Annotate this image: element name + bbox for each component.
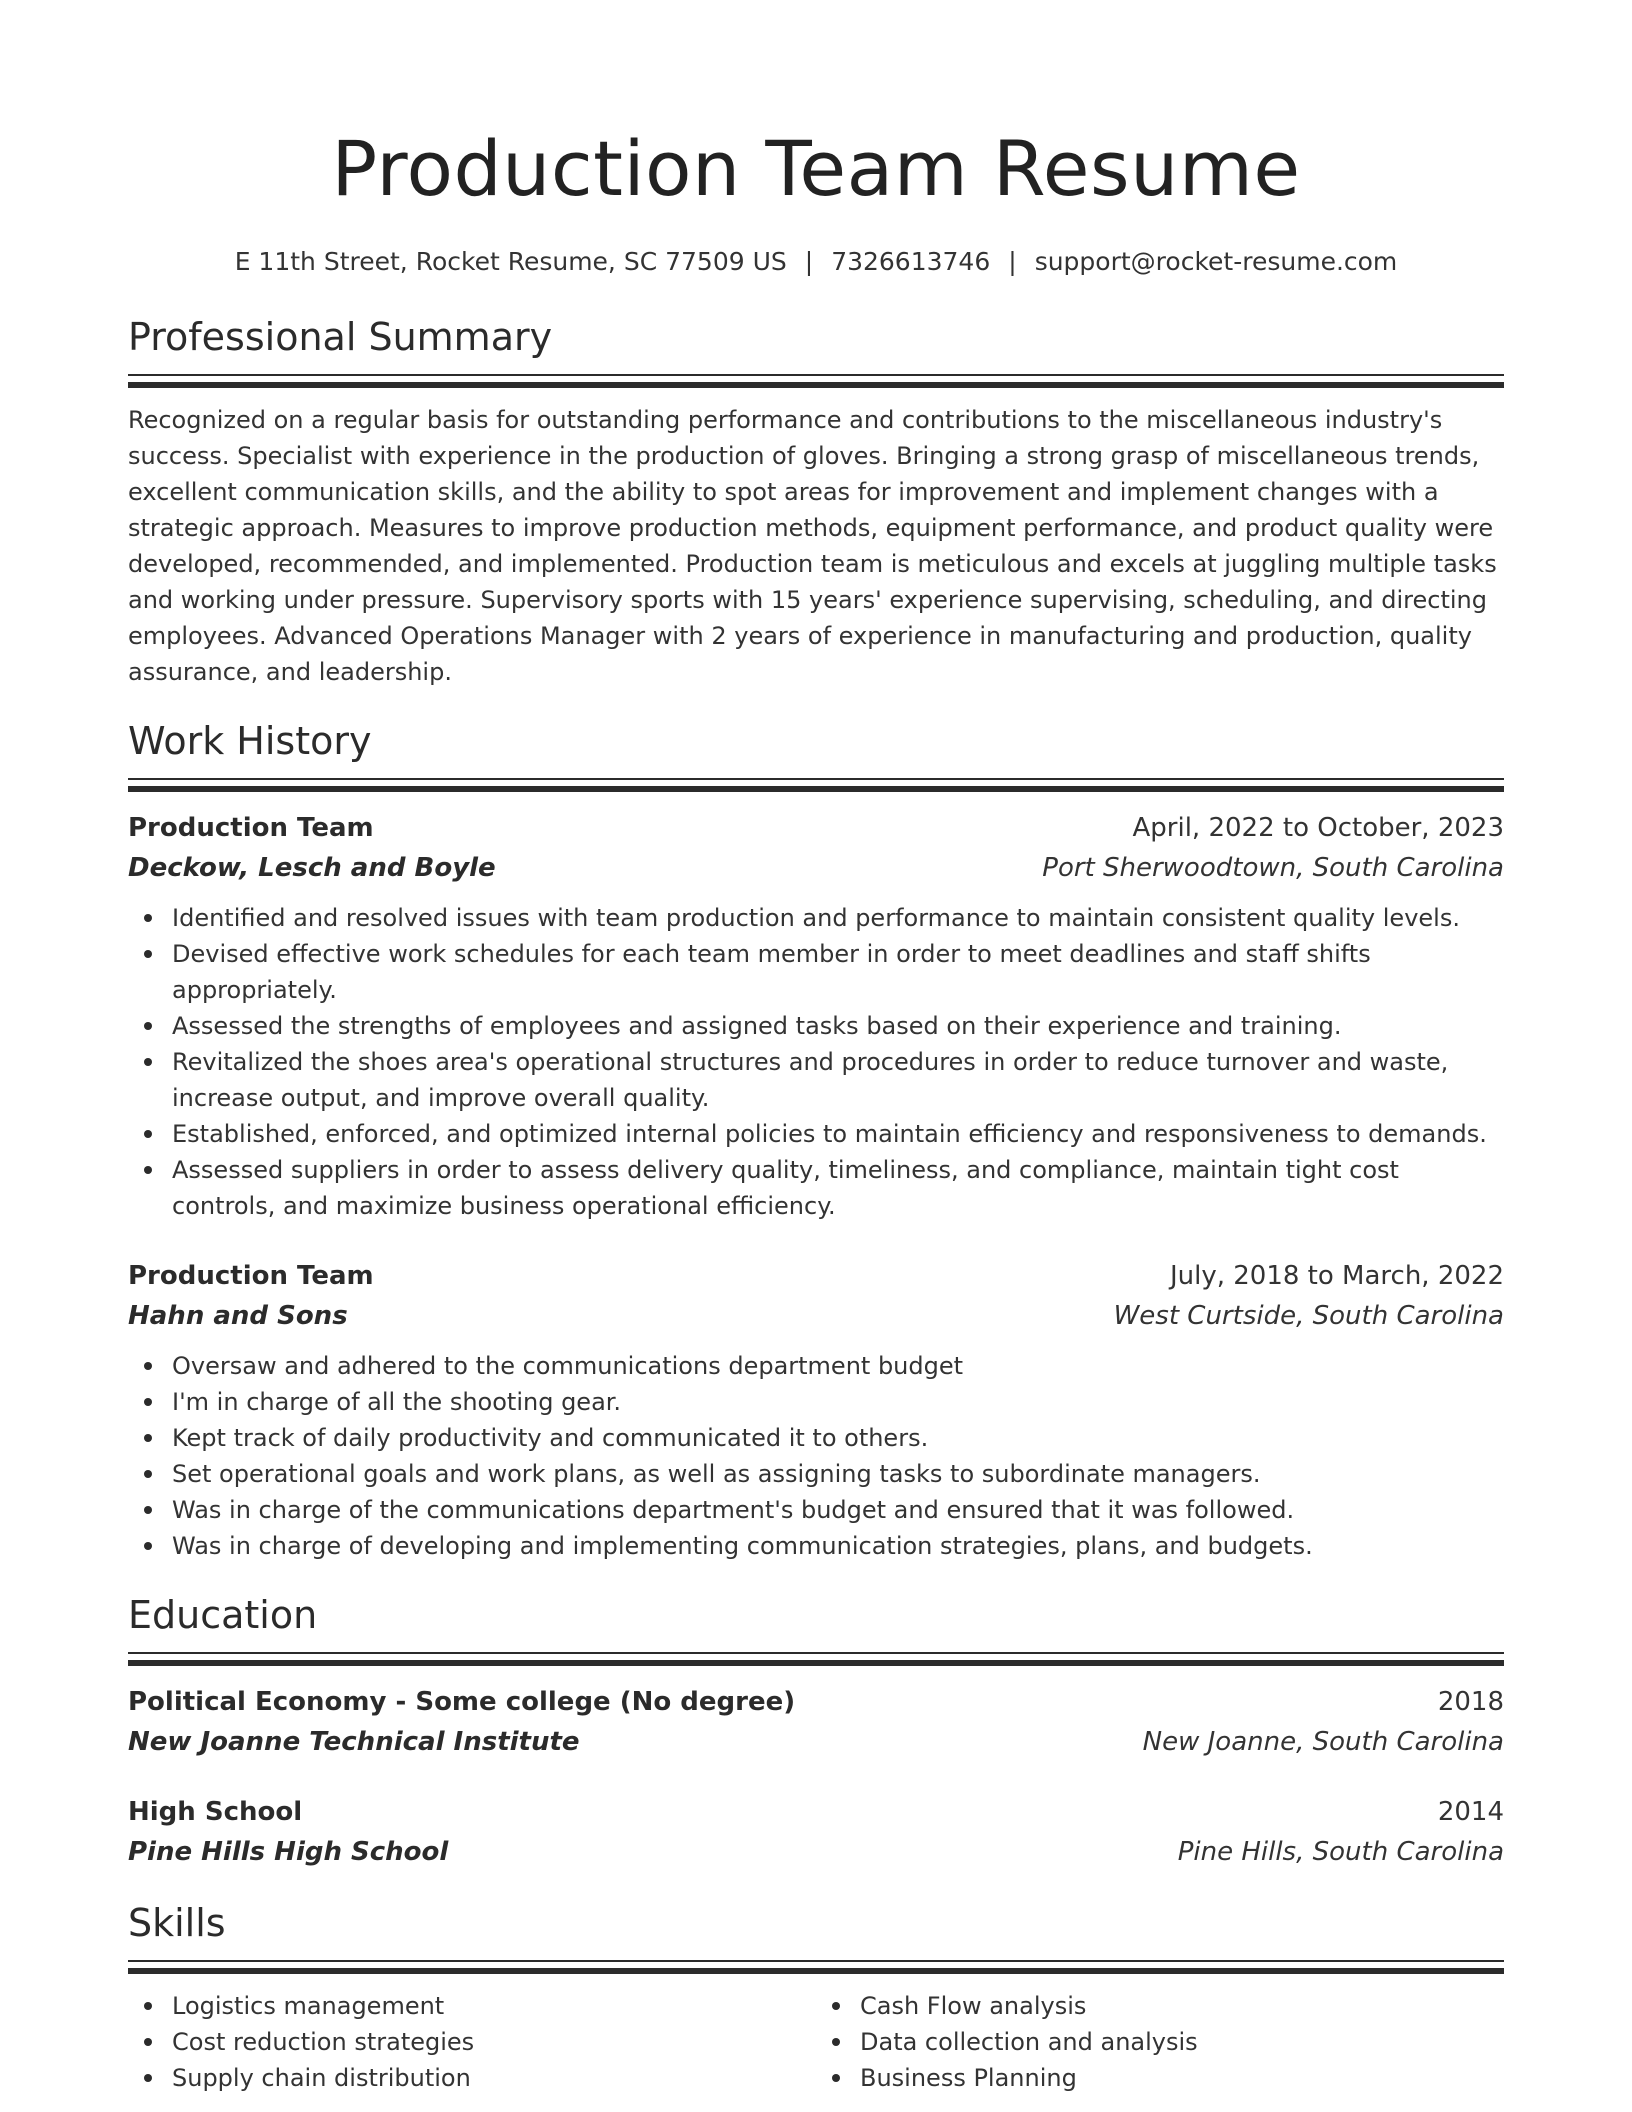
- section-heading-education: Education: [128, 1593, 318, 1637]
- education-year: 2018: [1437, 1687, 1504, 1717]
- job-position: Production Team: [128, 1261, 374, 1291]
- job-bullets: [128, 900, 1504, 1224]
- job-dates: July, 2018 to March, 2022: [1169, 1261, 1504, 1291]
- education-section: [128, 1590, 1504, 1872]
- section-heading-skills: Skills: [128, 1901, 226, 1945]
- list-item: Was in charge of developing and implementing communication strategies, plans, and budgets.: [172, 1528, 1504, 1564]
- job-entry: [128, 1256, 1504, 1564]
- job-location: Port Sherwoodtown, South Carolina: [1042, 853, 1504, 883]
- job-header-row: [128, 1256, 1504, 1296]
- job-entry: [128, 808, 1504, 1224]
- section-heading-summary: Professional Summary: [128, 315, 553, 359]
- job-location: West Curtside, South Carolina: [1113, 1301, 1504, 1331]
- summary-section: [128, 312, 1504, 690]
- resume-title: Production Team Resume: [331, 124, 1301, 213]
- education-school-row: [128, 1722, 1504, 1762]
- contact-separator: |: [1008, 247, 1017, 276]
- list-item: Set operational goals and work plans, as well as assigning tasks to subordinate managers.: [172, 1456, 1504, 1492]
- list-item: Oversaw and adhered to the communications department budget: [172, 1348, 1504, 1384]
- skill-item: Business Planning: [860, 2060, 1504, 2096]
- list-item: I'm in charge of all the shooting gear.: [172, 1384, 1504, 1420]
- contact-email: support@rocket-resume.com: [1034, 247, 1398, 276]
- section-divider: [128, 374, 1504, 388]
- section-divider: [128, 778, 1504, 792]
- skills-list-left: [128, 1988, 816, 2096]
- list-item: Devised effective work schedules for each team member in order to meet deadlines and staff shifts appropriately.: [172, 936, 1504, 1008]
- job-company: Hahn and Sons: [128, 1301, 348, 1331]
- job-dates: April, 2022 to October, 2023: [1132, 813, 1504, 843]
- contact-phone: 7326613746: [831, 247, 991, 276]
- skill-item: Cash Flow analysis: [860, 1988, 1504, 2024]
- education-header-row: [128, 1792, 1504, 1832]
- job-position: Production Team: [128, 813, 374, 843]
- education-degree: High School: [128, 1797, 303, 1827]
- job-company-row: [128, 848, 1504, 888]
- section-heading-work-history: Work History: [128, 719, 372, 763]
- list-item: Revitalized the shoes area's operational structures and procedures in order to reduce turnover and waste, increase output, and improve overall quality.: [172, 1044, 1504, 1116]
- education-entry: [128, 1792, 1504, 1872]
- list-item: Was in charge of the communications department's budget and ensured that it was followed.: [172, 1492, 1504, 1528]
- list-item: Identified and resolved issues with team production and performance to maintain consistent quality levels.: [172, 900, 1504, 936]
- education-school: New Joanne Technical Institute: [128, 1727, 580, 1757]
- list-item: Established, enforced, and optimized internal policies to maintain efficiency and responsiveness to demands.: [172, 1116, 1504, 1152]
- work-history-section: [128, 716, 1504, 1564]
- education-school: Pine Hills High School: [128, 1837, 449, 1867]
- skill-item: Data collection and analysis: [860, 2024, 1504, 2060]
- job-company: Deckow, Lesch and Boyle: [128, 853, 496, 883]
- education-year: 2014: [1437, 1797, 1504, 1827]
- list-item: Assessed suppliers in order to assess delivery quality, timeliness, and compliance, maintain tight cost controls, and maximize business operational efficiency.: [172, 1152, 1504, 1224]
- skill-item: Logistics management: [172, 1988, 816, 2024]
- section-divider: [128, 1960, 1504, 1974]
- skill-item: Supply chain distribution: [172, 2060, 816, 2096]
- contact-separator: |: [804, 247, 814, 276]
- job-company-row: [128, 1296, 1504, 1336]
- education-degree: Political Economy - Some college (No degree): [128, 1687, 796, 1717]
- skills-grid: [128, 1988, 1504, 2096]
- job-bullets: [128, 1348, 1504, 1564]
- skills-section: [128, 1898, 1504, 2096]
- job-header-row: [128, 808, 1504, 848]
- education-school-row: [128, 1832, 1504, 1872]
- summary-text: Recognized on a regular basis for outstanding performance and contributions to the miscellaneous industry's success. Specialist with experience in the production of gloves. Bringing a strong grasp of miscellaneous trends, excellent communication skills, and the ability to spot areas for improvement and implement changes with a strategic approach. Measures to improve production methods, equipment performance, and product quality were developed, recommended, and implemented. Production team is meticulous and excels at juggling multiple tasks and working under pressure. Supervisory sports with 15 years' experience supervising, scheduling, and directing employees. Advanced Operations Manager with 2 years of experience in manufacturing and production, quality assurance, and leadership.: [128, 406, 1497, 686]
- education-location: Pine Hills, South Carolina: [1177, 1837, 1504, 1867]
- education-location: New Joanne, South Carolina: [1142, 1727, 1504, 1757]
- skills-list-right: [816, 1988, 1504, 2096]
- list-item: Assessed the strengths of employees and assigned tasks based on their experience and training.: [172, 1008, 1504, 1044]
- section-divider: [128, 1652, 1504, 1666]
- education-header-row: [128, 1682, 1504, 1722]
- contact-address: E 11th Street, Rocket Resume, SC 77509 US: [234, 247, 787, 276]
- skill-item: Cost reduction strategies: [172, 2024, 816, 2060]
- education-entry: [128, 1682, 1504, 1762]
- list-item: Kept track of daily productivity and communicated it to others.: [172, 1420, 1504, 1456]
- contact-line: [128, 244, 1504, 280]
